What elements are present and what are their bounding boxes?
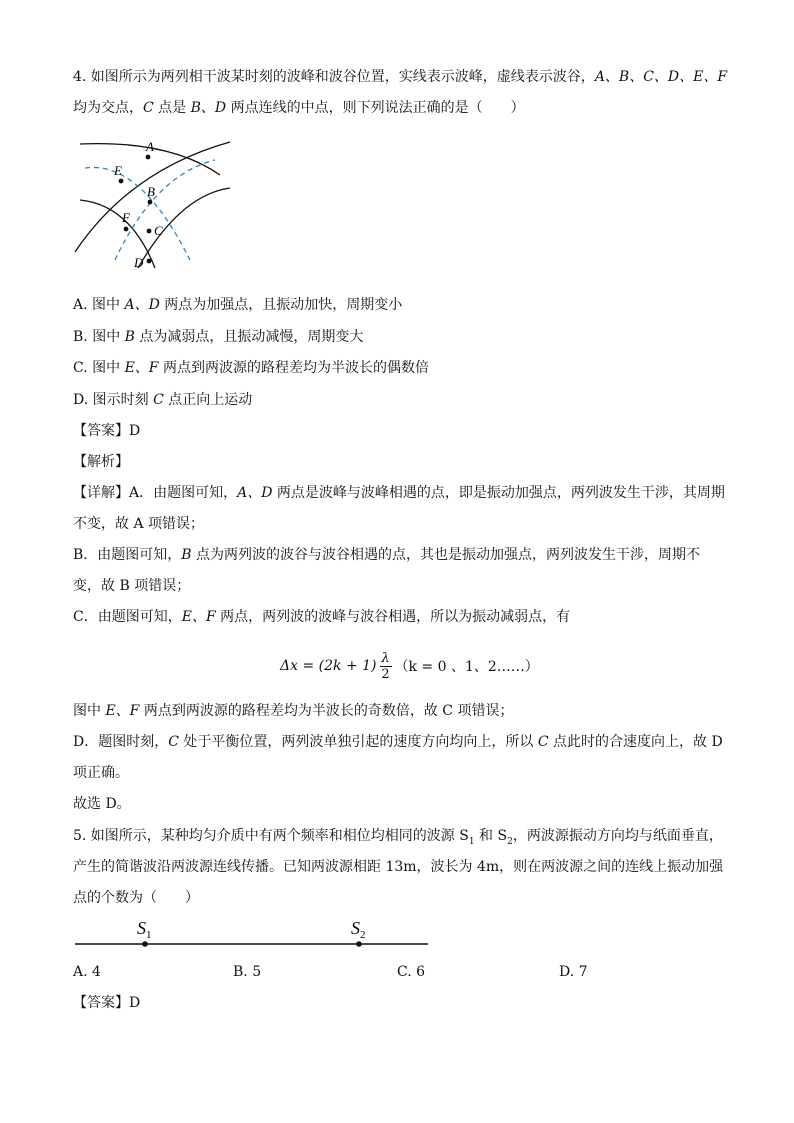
path-difference-formula (280, 648, 539, 684)
formula-lhs: Δx = (2k + 1) (280, 658, 377, 674)
exp-c-text: C．由题图可知， (73, 609, 182, 625)
q5-stem-sub2: 2 (507, 836, 513, 847)
q4-stem-post: 两点连线的中点，则下列说法正确的是（ ） (226, 100, 525, 116)
answer-value: D (129, 423, 141, 439)
q4-exp-b-line2 (73, 576, 190, 596)
formula-den: 2 (381, 666, 390, 682)
exp-a-line2: 不变，故 A 项错误； (73, 516, 205, 532)
exp-c-points: E、F (181, 609, 216, 625)
q5-stem-line1 (73, 826, 723, 852)
q4-stem-mid: 点是 (153, 100, 191, 116)
q5-option-d: D. 7 (559, 964, 588, 980)
point-e (119, 179, 124, 184)
label-e: E (114, 163, 122, 178)
point-a (146, 155, 151, 160)
exp-c2-text: 图中 (73, 703, 106, 719)
q4-stem-line2 (73, 98, 525, 118)
label-a: A (146, 139, 154, 154)
q4-stem-line1 (73, 67, 727, 87)
q5-stem-line3 (73, 888, 199, 908)
exp-b-rest: 点为两列波的波谷与波谷相遇的点，其也是振动加强点，两列波发生干涉，周期不 (191, 547, 701, 563)
opt-a-points: A、D (124, 297, 160, 313)
exp-b-points: B (181, 547, 192, 563)
q4-stem-c: C (143, 100, 154, 116)
opt-d-points: C (153, 392, 164, 408)
formula-fraction (380, 651, 392, 682)
q4-conclusion (73, 794, 131, 814)
exp-a-text: A．由题图可知， (129, 485, 238, 501)
source-s1-dot (142, 941, 148, 947)
label-c: C (154, 223, 163, 238)
opt-c-text: C. 图中 (73, 360, 125, 376)
trough-arc-2 (115, 160, 215, 260)
q5-answer (73, 993, 140, 1013)
opt-b-text: B. 图中 (73, 329, 125, 345)
label-s2: $S_2$ (351, 918, 366, 941)
q4-exp-c-line1 (73, 607, 570, 627)
q4-stem-text: 4. 如图所示为两列相干波某时刻的波峰和波谷位置，实线表示波峰，虚线表示波谷， (73, 69, 595, 85)
conclusion-text: 故选 D。 (73, 796, 131, 812)
q5-stem-line2 (73, 857, 723, 877)
exp-b-line2: 变，故 B 项错误； (73, 578, 191, 594)
q4-exp-a-line2 (73, 514, 204, 534)
q4-stem-points: A、B、C、D、E、F (594, 69, 728, 85)
exp-c2-points: E、F (105, 703, 140, 719)
label-d: D (134, 255, 144, 270)
point-d (147, 259, 152, 264)
exp-a-rest: 两点是波峰与波峰相遇的点，即是振动加强点，两列波发生干涉，其周期 (272, 485, 725, 501)
detail-tag: 【详解】 (73, 485, 129, 501)
q4-exp-d-line1 (73, 732, 723, 752)
q4-analysis-tag (73, 452, 129, 472)
q5-stem-a: 5. 如图所示，某种均匀介质中有两个频率和相位均相同的波源 S (73, 828, 469, 844)
label-f: F (122, 210, 130, 225)
q5-answer-value: D (129, 995, 141, 1011)
q4-answer (73, 421, 140, 441)
opt-a-rest: 两点为加强点，且振动加快，周期变小 (159, 297, 403, 313)
q5-option-b: B. 5 (233, 964, 262, 980)
q5-option-a: A. 4 (73, 964, 101, 980)
q5-stem-b: 和 S (474, 828, 508, 844)
exp-c2-rest: 两点到两波源的路程差均为半波长的奇数倍，故 C 项错误； (139, 703, 514, 719)
answer-tag: 【答案】 (73, 423, 129, 439)
opt-a-text: A. 图中 (73, 297, 125, 313)
q4-option-d (73, 390, 252, 410)
q4-option-a (73, 295, 402, 315)
formula-condition: （k = 0 、1、2……） (394, 659, 539, 675)
exp-d-c2: C (537, 734, 549, 750)
label-b: B (147, 184, 155, 199)
trough-arc-1 (85, 167, 190, 260)
exp-d-text: D．题图时刻， (73, 734, 169, 750)
q4-stem-text2: 均为交点， (73, 100, 143, 116)
q4-exp-b-line1 (73, 545, 700, 565)
analysis-tag: 【解析】 (73, 454, 129, 470)
exp-c-rest: 两点，两列波的波峰与波谷相遇，所以为振动减弱点，有 (215, 609, 571, 625)
q4-stem-bd: B、D (190, 100, 227, 116)
q4-option-c (73, 358, 429, 378)
opt-c-points: E、F (124, 360, 159, 376)
q4-option-b (73, 327, 363, 347)
q5-stem-c: ，两波源振动方向均与纸面垂直， (512, 828, 723, 844)
point-f (124, 227, 129, 232)
exp-d-mid: 处于平衡位置，两列波单独引起的速度方向均向上，所以 (178, 734, 538, 750)
label-s1: $S_1$ (137, 918, 152, 941)
source-s2-dot (356, 941, 362, 947)
formula-num: λ (381, 650, 390, 666)
q5-answer-tag: 【答案】 (73, 995, 129, 1011)
opt-b-points: B (124, 329, 135, 345)
exp-d-line2: 项正确。 (73, 765, 129, 781)
exp-d-rest: 点此时的合速度向上，故 D (548, 734, 723, 750)
q5-source-line-figure (73, 912, 433, 952)
q5-stem-line2-text: 产生的简谐波沿两波源连线传播。已知两波源相距 13m，波长为 4m，则在两波源之间的连线上振动加强 (73, 859, 724, 875)
opt-d-text: D. 图示时刻 (73, 392, 154, 408)
point-c (147, 229, 152, 234)
q5-option-c: C. 6 (397, 964, 426, 980)
q4-exp-d-line2 (73, 763, 129, 783)
opt-c-rest: 两点到两波源的路程差均为半波长的偶数倍 (158, 360, 429, 376)
exp-a-points: A、D (237, 485, 273, 501)
opt-d-rest: 点正向上运动 (163, 392, 253, 408)
q4-exp-c-line2 (73, 701, 513, 721)
q5-stem-line3-text: 点的个数为（ ） (73, 890, 199, 906)
crest-arc-4 (138, 188, 230, 268)
exp-b-text: B．由题图可知， (73, 547, 182, 563)
q4-interference-figure (70, 130, 240, 275)
opt-b-rest: 点为减弱点，且振动减慢，周期变大 (134, 329, 364, 345)
exp-d-c: C (168, 734, 179, 750)
q4-exp-a-line1 (73, 483, 725, 503)
point-b (148, 200, 153, 205)
q5-stem-sub1: 1 (468, 836, 475, 847)
